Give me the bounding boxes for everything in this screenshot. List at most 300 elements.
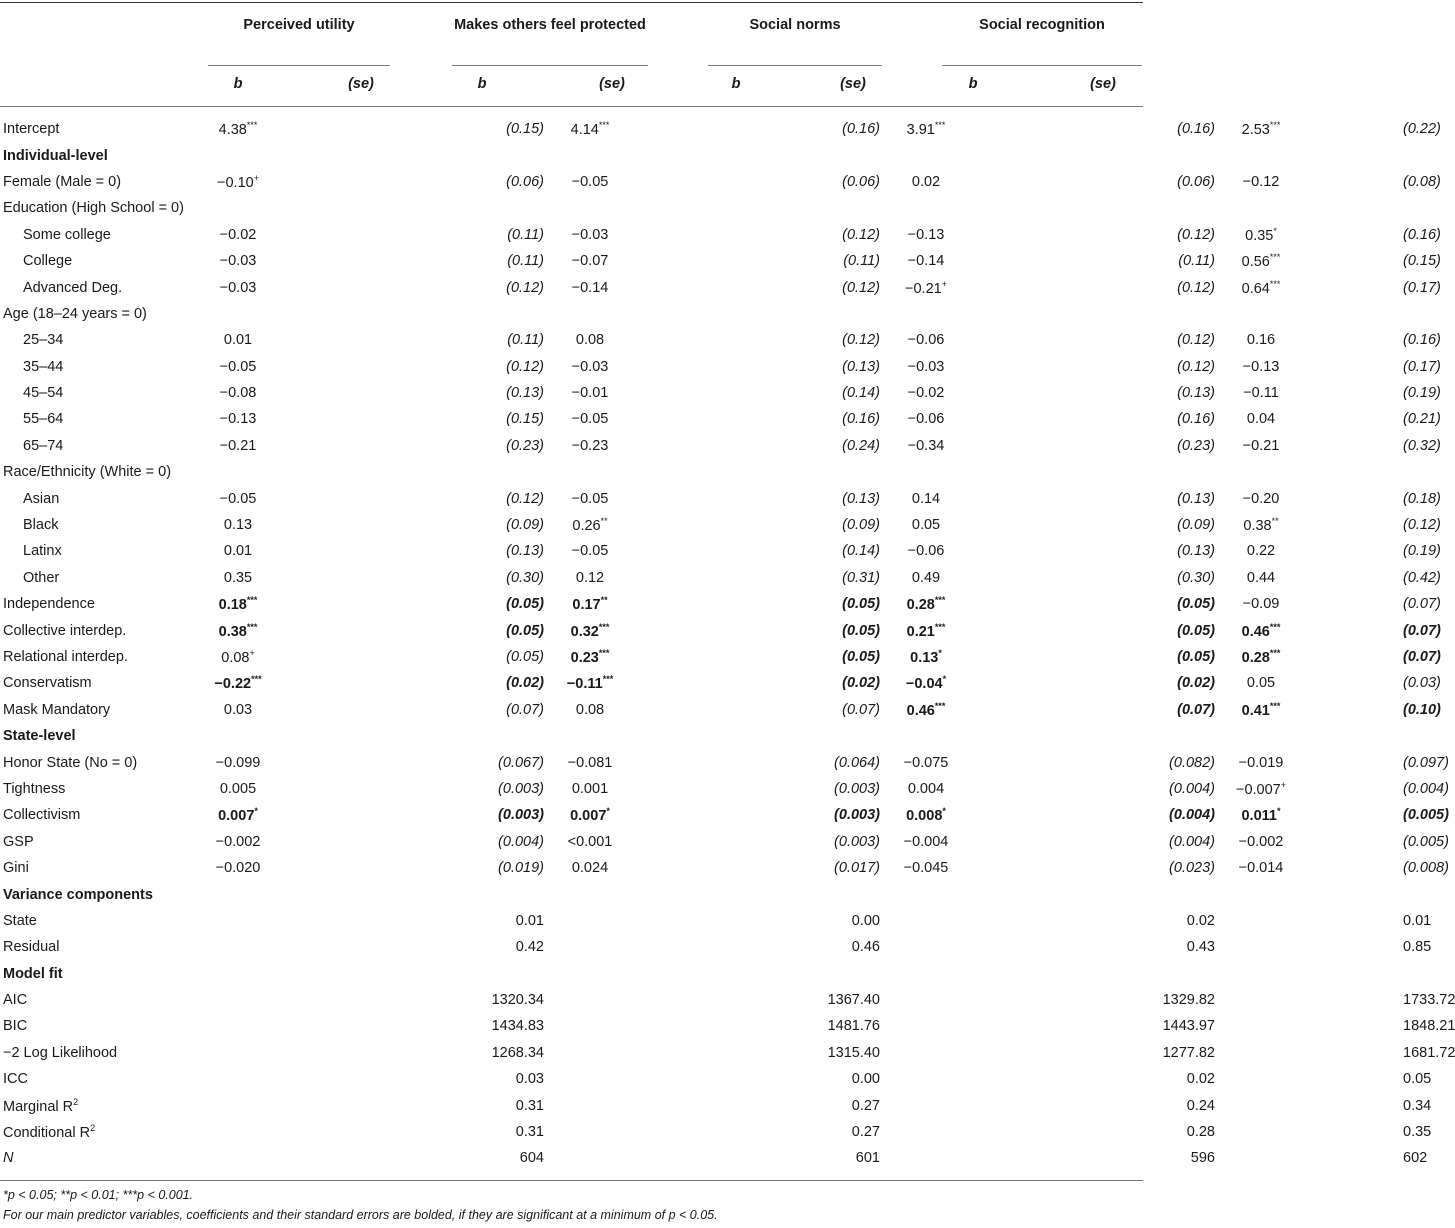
spacer-cell (630, 433, 736, 459)
table-row: Other 0.35 (0.30) 0.12 (0.31) 0.49 (0.30) 0.44 (0.42) (0, 565, 1403, 591)
subheader-se: (se) (348, 76, 374, 92)
row-label (0, 1119, 198, 1145)
spacer-cell (1301, 776, 1403, 802)
coef-cell: 0.008* (906, 806, 946, 825)
row-label-text: Residual (3, 939, 60, 956)
row-label-text: State (3, 912, 37, 929)
value-cell: 0.28 (1186, 1124, 1215, 1141)
spacer-cell (278, 776, 386, 802)
header-rule-3 (708, 65, 882, 66)
spacer-cell (630, 1119, 736, 1145)
se-cell: (0.064) (834, 754, 880, 771)
coef-cell: −0.13 (219, 411, 257, 428)
value-cell: 1315.40 (827, 1044, 880, 1061)
spacer-cell (1301, 697, 1403, 723)
section-heading: Variance components (3, 886, 153, 903)
spacer-cell (630, 380, 736, 406)
se-cell: (0.05) (506, 649, 544, 665)
spacer-cell (966, 987, 1064, 1013)
coef-cell: −0.34 (907, 437, 945, 454)
se-cell: (0.11) (843, 253, 880, 270)
se-cell: (0.13) (1177, 543, 1215, 560)
spacer-cell (1301, 538, 1403, 564)
table-row (0, 881, 1403, 907)
value-cell: 0.00 (851, 1071, 880, 1088)
significance-marker: *** (598, 120, 610, 131)
row-label-text: AIC (3, 992, 28, 1009)
value-cell: 0.02 (1186, 912, 1215, 929)
row-label-text: BIC (3, 1018, 28, 1035)
spacer-cell (966, 934, 1064, 960)
coef-cell: −0.05 (219, 490, 257, 507)
spacer-cell (630, 1040, 736, 1066)
row-label (0, 987, 198, 1013)
subheader-b: b (233, 76, 243, 92)
spacer-cell (886, 1040, 966, 1066)
spacer-cell (966, 1066, 1064, 1092)
spacer-cell (1301, 908, 1403, 934)
significance-marker: + (941, 278, 947, 289)
coef-cell: −0.06 (907, 411, 945, 428)
se-cell: (0.13) (842, 490, 880, 507)
coef-cell: −0.14 (571, 279, 609, 296)
coef-cell: −0.05 (571, 173, 609, 190)
value-cell: 0.27 (851, 1097, 880, 1114)
spacer-cell (198, 1040, 278, 1066)
table-row: Conservatism −0.22*** (0.02) −0.11*** (0.02) −0.04* (0.02) 0.05 (0.03) (0, 670, 1403, 696)
coef-cell: 0.26** (572, 516, 608, 534)
coef-cell: 0.49 (911, 569, 941, 586)
spacer-cell (630, 1013, 736, 1039)
spacer-cell (278, 829, 386, 855)
se-cell: (0.003) (498, 780, 544, 797)
table-row: Tightness 0.005 (0.003) 0.001 (0.003) 0.004 (0.004) −0.007+ (0.004) (0, 776, 1403, 802)
group-label: Education (High School = 0) (3, 200, 184, 217)
coef-cell: 0.011* (1241, 806, 1281, 825)
coef-cell: 0.46*** (1241, 621, 1281, 640)
table-row: Latinx 0.01 (0.13) −0.05 (0.14) −0.06 (0.13) 0.22 (0.19) (0, 538, 1403, 564)
value-cell: 1481.76 (827, 1018, 880, 1035)
spacer-cell (1221, 1145, 1301, 1171)
value-cell: 601 (855, 1150, 880, 1167)
significance-marker: * (942, 674, 947, 685)
value-cell: 604 (519, 1150, 544, 1167)
significance-marker: *** (246, 621, 258, 632)
row-label: 45–54 (23, 385, 64, 402)
spacer-cell (278, 274, 386, 300)
se-cell: (0.23) (506, 437, 544, 454)
se-cell: (0.12) (506, 279, 544, 296)
significance-marker: ** (600, 595, 608, 606)
spacer-cell (630, 222, 736, 248)
se-cell: (0.09) (842, 517, 880, 534)
coef-cell: 0.28*** (906, 595, 946, 614)
spacer-cell (1301, 169, 1403, 195)
spacer-cell (966, 433, 1064, 459)
table-row: Independence 0.18*** (0.05) 0.17** (0.05) 0.28*** (0.05) −0.09 (0.07) (0, 591, 1403, 617)
spacer-cell (278, 1040, 386, 1066)
table-top-rule (0, 2, 1143, 3)
row-label: Advanced Deg. (23, 279, 123, 296)
row-label: Conservatism (3, 675, 92, 692)
se-cell: (0.30) (1177, 569, 1215, 586)
se-cell: (0.15) (506, 121, 544, 138)
coef-cell: 0.13* (910, 648, 942, 666)
spacer-cell (550, 987, 630, 1013)
spacer-cell (630, 749, 736, 775)
header-bottom-rule (0, 106, 1143, 107)
se-cell: (0.05) (842, 649, 880, 665)
spacer-cell (278, 380, 386, 406)
significance-marker: * (254, 806, 258, 817)
table-row: Black 0.13 (0.09) 0.26** (0.09) 0.05 (0.09) 0.38** (0.12) (0, 512, 1403, 538)
row-label-text: Conditional R (3, 1124, 91, 1141)
spacer-cell (966, 1013, 1064, 1039)
header-social-norms: Social norms (749, 17, 841, 33)
row-label-text: −2 Log Likelihood (3, 1044, 118, 1061)
se-cell: (0.12) (506, 490, 544, 507)
spacer-cell (1301, 1145, 1403, 1171)
significance-marker: * (1273, 225, 1277, 236)
spacer-cell (1301, 327, 1403, 353)
spacer-cell (966, 380, 1064, 406)
se-cell: (0.019) (498, 860, 544, 877)
subheader-b: b (731, 76, 741, 92)
se-cell: (0.23) (1177, 437, 1215, 454)
se-cell: (0.07) (1177, 701, 1215, 718)
coef-cell: 4.14*** (570, 120, 610, 139)
spacer-cell (630, 617, 736, 643)
se-cell: (0.16) (842, 121, 880, 138)
coef-cell: 0.14 (911, 490, 941, 507)
coef-cell: −0.11 (1243, 385, 1279, 402)
spacer-cell (278, 670, 386, 696)
se-cell: (0.12) (1177, 332, 1215, 349)
spacer-cell (630, 829, 736, 855)
coef-cell: −0.13 (907, 226, 945, 243)
significance-marker: *** (1269, 700, 1281, 711)
coef-cell: −0.06 (907, 543, 945, 560)
coef-cell: −0.014 (1238, 860, 1284, 877)
spacer-cell (278, 749, 386, 775)
spacer-cell (1301, 934, 1403, 960)
spacer-cell (1301, 670, 1403, 696)
significance-marker: *** (1269, 252, 1281, 263)
coef-cell: 0.08 (575, 332, 605, 349)
spacer-cell (1221, 908, 1301, 934)
spacer-cell (1221, 987, 1301, 1013)
spacer-cell (886, 1119, 966, 1145)
se-cell: (0.13) (1177, 385, 1215, 402)
coef-cell: 0.21*** (906, 621, 946, 640)
value-cell: 0.02 (1186, 1071, 1215, 1088)
se-cell: (0.023) (1169, 860, 1215, 877)
row-label: Some college (23, 226, 111, 243)
coef-cell: −0.23 (571, 437, 609, 454)
significance-marker: * (1276, 806, 1281, 817)
coef-cell: −0.03 (571, 358, 609, 375)
table-body (0, 116, 1455, 1172)
spacer-cell (630, 908, 736, 934)
spacer-cell (1301, 591, 1403, 617)
table-row: Intercept 4.38*** (0.15) 4.14*** (0.16) 3.91*** (0.16) 2.53*** (0.22) (0, 116, 1403, 142)
coef-cell: 0.44 (1246, 569, 1276, 586)
table-row: State 0.01 0.00 0.02 0.01 (0, 908, 1403, 934)
spacer-cell (278, 802, 386, 828)
se-cell: (0.082) (1169, 754, 1215, 771)
spacer-cell (1301, 829, 1403, 855)
spacer-cell (966, 512, 1064, 538)
spacer-cell (550, 908, 630, 934)
subheader-se: (se) (599, 76, 625, 92)
spacer-cell (966, 697, 1064, 723)
spacer-cell (198, 1119, 278, 1145)
value-cell: 1320.34 (491, 992, 544, 1009)
coef-cell: −0.007+ (1235, 780, 1287, 798)
spacer-cell (966, 644, 1064, 670)
header-rule-2 (452, 65, 648, 66)
coef-cell: −0.004 (903, 833, 949, 850)
spacer-cell (1301, 1092, 1403, 1118)
row-label (0, 1040, 198, 1066)
spacer-cell (278, 1013, 386, 1039)
se-cell: (0.05) (1177, 649, 1215, 665)
spacer-cell (278, 697, 386, 723)
coef-cell: −0.02 (219, 226, 257, 243)
significance-marker: *** (1269, 621, 1281, 632)
coef-cell: −0.045 (903, 860, 949, 877)
spacer-cell (198, 1092, 278, 1118)
coef-cell: −0.081 (567, 754, 613, 771)
spacer-cell (966, 169, 1064, 195)
significance-marker: *** (598, 621, 610, 632)
coef-cell: −0.020 (215, 860, 261, 877)
spacer-cell (966, 855, 1064, 881)
se-cell: (0.07) (506, 701, 544, 718)
significance-marker: *** (598, 648, 610, 659)
table-row: −2 Log Likelihood 1268.34 1315.40 1277.82 1681.72 (0, 1040, 1403, 1066)
value-cell: 0.31 (515, 1124, 544, 1141)
spacer-cell (966, 354, 1064, 380)
coef-cell: −0.099 (215, 754, 261, 771)
coef-cell: −0.02 (907, 385, 945, 402)
spacer-cell (630, 248, 736, 274)
significance-marker: + (249, 648, 255, 659)
spacer-cell (966, 327, 1064, 353)
spacer-cell (630, 1145, 736, 1171)
spacer-cell (1301, 802, 1403, 828)
spacer-cell (630, 274, 736, 300)
se-cell: (0.017) (834, 860, 880, 877)
spacer-cell (278, 512, 386, 538)
spacer-cell (278, 1119, 386, 1145)
se-cell: (0.12) (1177, 226, 1215, 243)
significance-marker: * (606, 806, 610, 817)
table-row: Mask Mandatory 0.03 (0.07) 0.08 (0.07) 0.46*** (0.07) 0.41*** (0.10) (0, 697, 1403, 723)
se-cell: (0.003) (834, 807, 880, 824)
se-cell: (0.11) (1178, 253, 1215, 270)
spacer-cell (630, 169, 736, 195)
coef-cell: 0.17** (572, 595, 608, 614)
value-cell: 0.00 (851, 912, 880, 929)
value-cell: 0.01 (515, 912, 544, 929)
significance-marker: * (938, 648, 942, 659)
spacer-cell (1301, 433, 1403, 459)
spacer-cell (966, 670, 1064, 696)
coef-cell: −0.21 (1242, 437, 1280, 454)
spacer-cell (1221, 1119, 1301, 1145)
spacer-cell (278, 354, 386, 380)
spacer-cell (1221, 1040, 1301, 1066)
coef-cell: −0.019 (1238, 754, 1284, 771)
table-row (0, 961, 1403, 987)
se-cell: (0.14) (842, 385, 880, 402)
spacer-cell (966, 538, 1064, 564)
coef-cell: −0.09 (1242, 596, 1280, 613)
spacer-cell (198, 1066, 278, 1092)
coef-cell: 0.024 (571, 860, 609, 877)
coef-cell: −0.01 (571, 385, 609, 402)
coef-cell: 0.01 (223, 543, 253, 560)
se-cell: (0.06) (1177, 173, 1215, 190)
significance-note: *p < 0.05; **p < 0.01; ***p < 0.001. (3, 1188, 194, 1202)
spacer-cell (278, 617, 386, 643)
value-cell: 0.03 (515, 1071, 544, 1088)
significance-marker: *** (251, 674, 262, 685)
spacer-cell (278, 169, 386, 195)
spacer-cell (550, 1119, 630, 1145)
row-label: Tightness (3, 780, 66, 797)
coef-cell: 0.004 (907, 780, 945, 797)
coef-cell: −0.08 (219, 385, 257, 402)
coef-cell: 0.38*** (218, 621, 258, 640)
spacer-cell (630, 670, 736, 696)
table-row: 25–34 0.01 (0.11) 0.08 (0.12) −0.06 (0.12) 0.16 (0.16) (0, 327, 1403, 353)
coef-cell: −0.11*** (566, 674, 614, 693)
coef-cell: 3.91*** (906, 120, 946, 139)
spacer-cell (278, 987, 386, 1013)
se-cell: (0.05) (842, 622, 880, 639)
coef-cell: 4.38*** (218, 120, 258, 139)
se-cell: (0.07) (842, 701, 880, 718)
spacer-cell (550, 1092, 630, 1118)
significance-marker: *** (1269, 648, 1281, 659)
coef-cell: 0.007* (570, 806, 610, 825)
value-cell: 1329.82 (1162, 992, 1215, 1009)
row-label: Black (23, 517, 59, 534)
significance-marker: *** (934, 621, 946, 632)
row-label: Mask Mandatory (3, 701, 111, 718)
coef-cell: 0.32*** (570, 621, 610, 640)
row-label: GSP (3, 833, 34, 850)
spacer-cell (886, 1066, 966, 1092)
se-cell: (0.02) (506, 675, 544, 692)
se-cell: (0.12) (842, 332, 880, 349)
coef-cell: 0.41*** (1241, 700, 1281, 719)
se-cell: (0.05) (506, 596, 544, 613)
bolding-note: For our main predictor variables, coefficients and their standard errors are bolded, if they are significant at a minimum of p < 0.05. (3, 1208, 718, 1222)
table-row: Female (Male = 0) −0.10+ (0.06) −0.05 (0.06) 0.02 (0.06) −0.12 (0.08) (0, 169, 1403, 195)
header-rule-1 (208, 65, 390, 66)
coef-cell: 0.05 (911, 517, 941, 534)
spacer-cell (630, 591, 736, 617)
se-cell: (0.16) (1177, 121, 1215, 138)
spacer-cell (966, 222, 1064, 248)
spacer-cell (198, 934, 278, 960)
coef-cell: −0.12 (1242, 173, 1280, 190)
header-perceived-utility: Perceived utility (243, 17, 355, 33)
spacer-cell (630, 327, 736, 353)
se-cell: (0.15) (506, 411, 544, 428)
row-label: Gini (3, 860, 29, 877)
spacer-cell (1301, 406, 1403, 432)
spacer-cell (630, 644, 736, 670)
spacer-cell (966, 485, 1064, 511)
se-cell: (0.12) (842, 226, 880, 243)
spacer-cell (550, 1040, 630, 1066)
spacer-cell (886, 908, 966, 934)
spacer-cell (278, 1092, 386, 1118)
coef-cell: 0.02 (911, 173, 941, 190)
spacer-cell (278, 327, 386, 353)
coef-cell: 0.05 (1246, 675, 1276, 692)
spacer-cell (1301, 222, 1403, 248)
spacer-cell (630, 512, 736, 538)
se-cell: (0.13) (506, 385, 544, 402)
coef-cell: 0.38** (1243, 516, 1279, 534)
spacer-cell (278, 1145, 386, 1171)
se-cell: (0.02) (1177, 675, 1215, 692)
significance-marker: *** (934, 700, 946, 711)
coef-cell: 0.23*** (570, 648, 610, 666)
significance-marker: *** (602, 674, 614, 685)
se-cell: (0.05) (506, 622, 544, 639)
se-cell: (0.05) (1177, 596, 1215, 613)
spacer-cell (886, 1145, 966, 1171)
se-cell: (0.11) (507, 253, 544, 270)
se-cell: (0.05) (1177, 622, 1215, 639)
row-label: Intercept (3, 121, 60, 138)
spacer-cell (1221, 1066, 1301, 1092)
significance-marker: + (253, 173, 259, 184)
spacer-cell (966, 274, 1064, 300)
superscript: 2 (73, 1096, 79, 1107)
row-label-text: ICC (3, 1071, 28, 1088)
spacer-cell (630, 776, 736, 802)
coef-cell: −0.03 (907, 358, 945, 375)
spacer-cell (630, 538, 736, 564)
se-cell: (0.11) (507, 226, 544, 243)
spacer-cell (630, 987, 736, 1013)
spacer-cell (198, 1145, 278, 1171)
spacer-cell (630, 855, 736, 881)
spacer-cell (278, 934, 386, 960)
table-row: Collectivism 0.007* (0.003) 0.007* (0.003) 0.008* (0.004) 0.011* (0.005) (0, 802, 1403, 828)
spacer-cell (278, 855, 386, 881)
spacer-cell (966, 776, 1064, 802)
se-cell: (0.14) (842, 543, 880, 560)
spacer-cell (1301, 565, 1403, 591)
table-row: Residual 0.42 0.46 0.43 0.85 (0, 934, 1403, 960)
spacer-cell (886, 1013, 966, 1039)
se-cell: (0.31) (842, 569, 880, 586)
spacer-cell (966, 1092, 1064, 1118)
spacer-cell (966, 802, 1064, 828)
spacer-cell (630, 565, 736, 591)
coef-cell: −0.21+ (905, 278, 947, 297)
row-label-text: Marginal R (3, 1098, 74, 1115)
spacer-cell (966, 749, 1064, 775)
